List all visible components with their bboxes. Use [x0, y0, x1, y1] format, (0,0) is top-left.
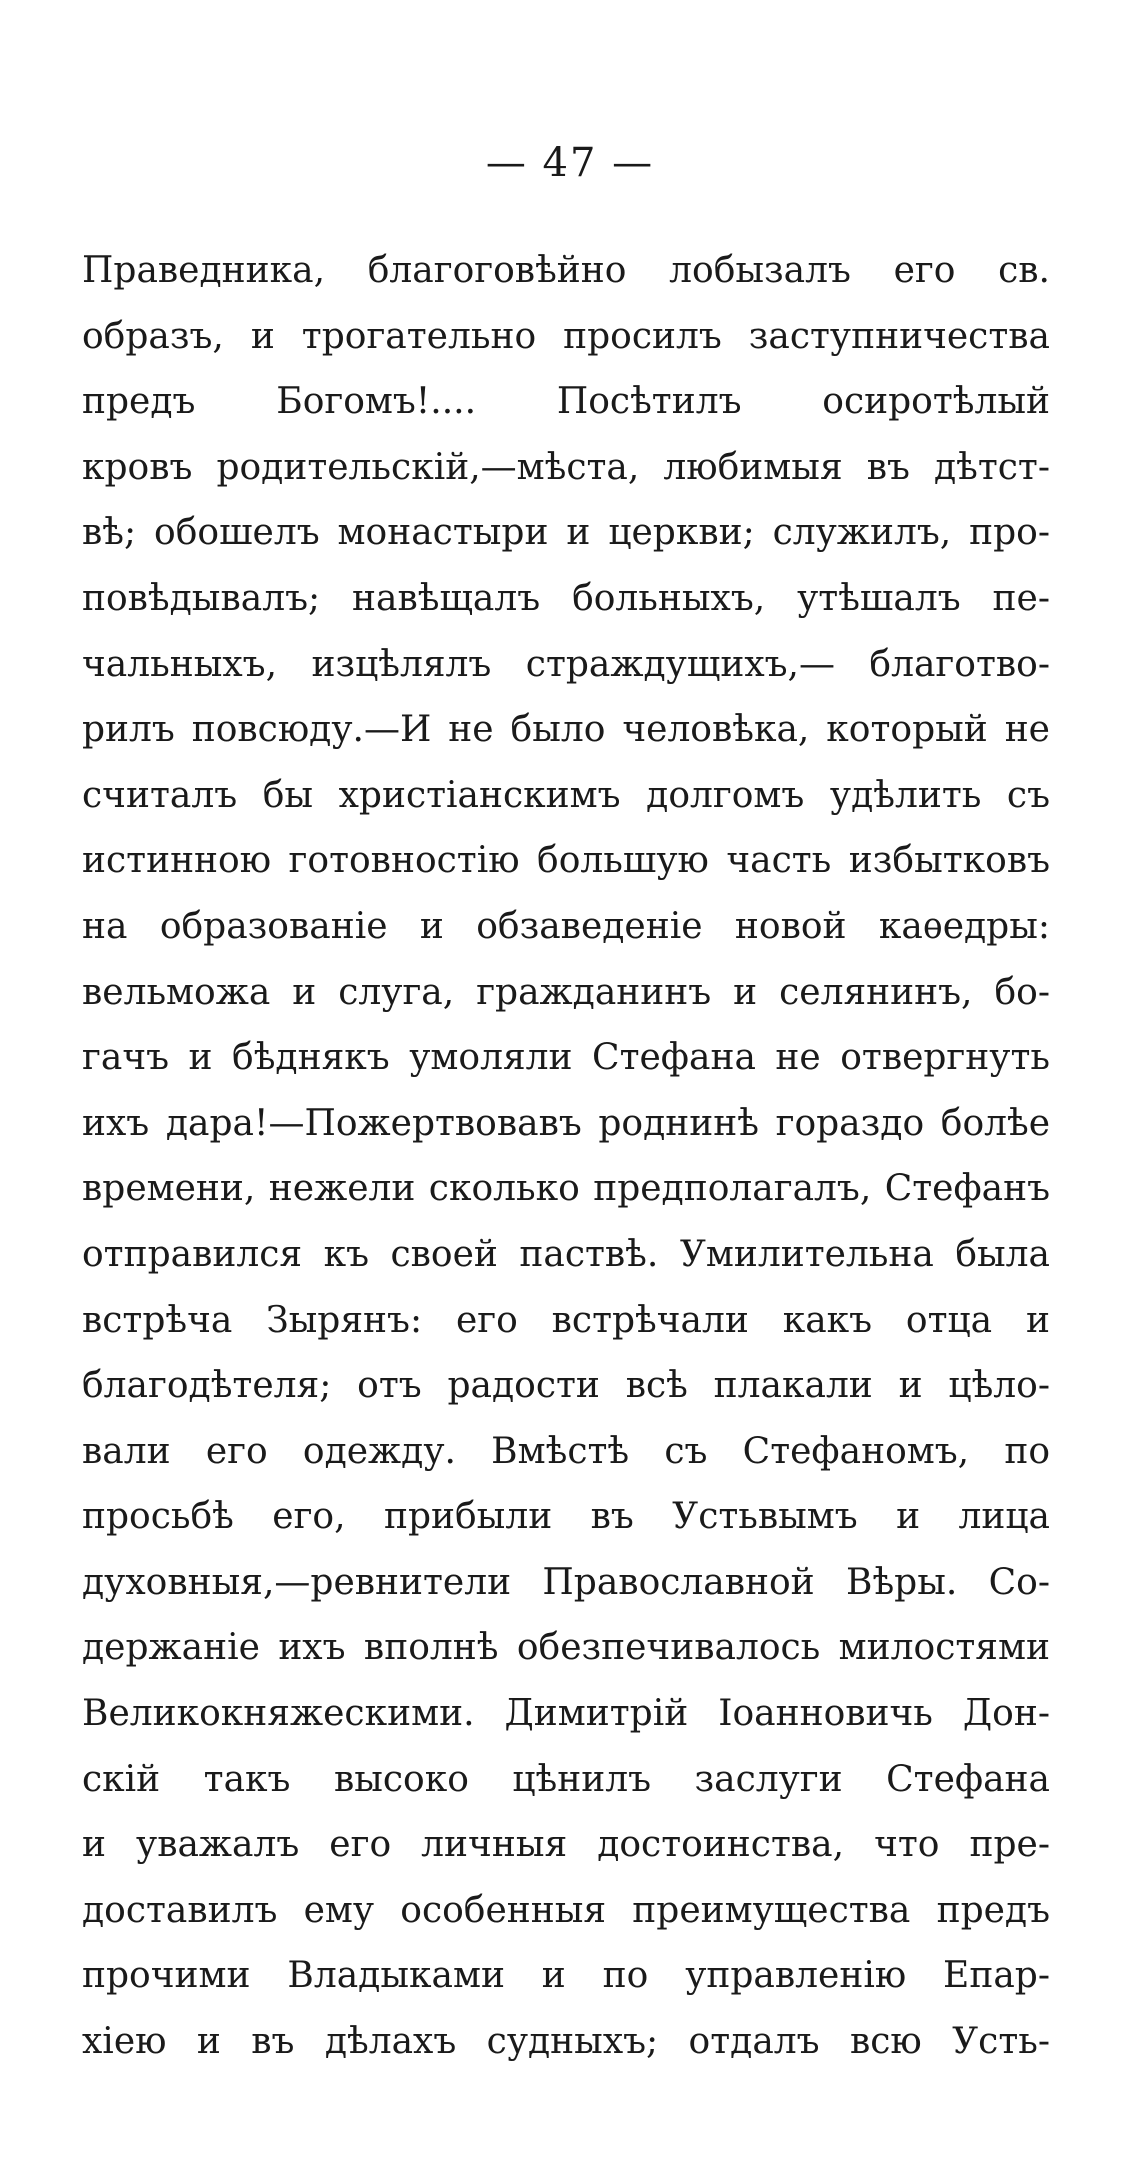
text-line: держаніе ихъ вполнѣ обезпечивалось милостями	[82, 1627, 1050, 1669]
text-line: ихъ дара!—Пожертвовавъ роднинѣ гораздо болѣе	[82, 1102, 1050, 1144]
text-line: на образованіе и обзаведеніе новой каѳедры:	[82, 905, 1050, 947]
text-line: считалъ бы христіанскимъ долгомъ удѣлить съ	[82, 774, 1050, 816]
text-line: истинною готовностію большую часть избытковъ	[82, 840, 1050, 882]
text-line: просьбѣ его, прибыли въ Устьвымъ и лица	[82, 1496, 1050, 1538]
text-line: предъ Богомъ!.... Посѣтилъ осиротѣлый	[82, 381, 1050, 423]
text-line: чальныхъ, изцѣлялъ страждущихъ,— благотво-	[82, 643, 1050, 685]
page-number: — 47 —	[485, 140, 655, 186]
text-line: прочими Владыками и по управленію Епар-	[82, 1955, 1050, 1997]
text-line: Великокняжескими. Димитрій Іоанновичь Дон-	[82, 1693, 1050, 1735]
text-line: повѣдывалъ; навѣщалъ больныхъ, утѣшалъ пе-	[82, 577, 1050, 619]
text-line: образъ, и трогательно просилъ заступничества	[82, 315, 1050, 357]
text-line: кровъ родительскій,—мѣста, любимыя въ дѣтст-	[82, 446, 1050, 488]
text-line: скій такъ высоко цѣнилъ заслуги Стефана	[82, 1758, 1050, 1800]
text-line: вѣ; обошелъ монастыри и церкви; служилъ, про-	[82, 512, 1050, 554]
text-line: духовныя,—ревнители Православной Вѣры. Со-	[82, 1561, 1050, 1603]
text-line: доставилъ ему особенныя преимущества предъ	[82, 1889, 1050, 1931]
text-line: времени, нежели сколько предполагалъ, Стефанъ	[82, 1168, 1050, 1210]
text-line: отправился къ своей паствѣ. Умилительна была	[82, 1233, 1050, 1275]
body-text	[82, 238, 1050, 2075]
text-line: вельможа и слуга, гражданинъ и селянинъ, бо-	[82, 971, 1050, 1013]
text-line: гачъ и бѣднякъ умоляли Стефана не отвергнуть	[82, 1037, 1050, 1079]
text-line: и уважалъ его личныя достоинства, что пре-	[82, 1824, 1050, 1866]
text-line: встрѣча Зырянъ: его встрѣчали какъ отца и	[82, 1299, 1050, 1341]
text-line: хіею и въ дѣлахъ судныхъ; отдалъ всю Усть-	[82, 2021, 1050, 2063]
text-line: вали его одежду. Вмѣстѣ съ Стефаномъ, по	[82, 1430, 1050, 1472]
text-line: благодѣтеля; отъ радости всѣ плакали и цѣло-	[82, 1365, 1050, 1407]
text-line: Праведника, благоговѣйно лобызалъ его св.	[82, 250, 1050, 291]
text-line: рилъ повсюду.—И не было человѣка, который не	[82, 709, 1050, 751]
